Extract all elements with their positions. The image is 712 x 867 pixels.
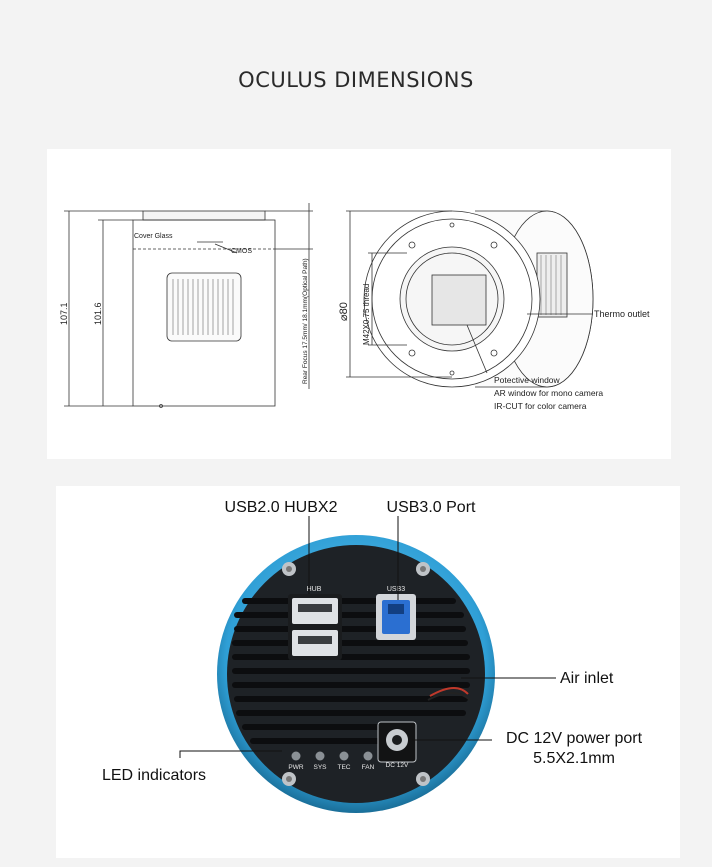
back-panel-panel <box>56 486 680 858</box>
label-cover-glass: Cover Glass <box>134 233 173 240</box>
dim-height-body: 101.6 <box>93 302 103 325</box>
port-label-dc: DC 12V <box>385 762 409 769</box>
window-note-line2: AR window for mono camera <box>494 388 604 398</box>
side-view-flange <box>143 211 265 220</box>
dim-diameter: ⌀80 <box>338 302 350 321</box>
dim-height-total: 107.1 <box>59 302 69 325</box>
callout-air-inlet: Air inlet <box>560 670 614 687</box>
label-cmos: CMOS <box>231 248 252 255</box>
dimension-drawing <box>47 149 671 459</box>
led-tec <box>340 752 349 761</box>
dim-rear-focus: Rear Focus 17.5mm/ 18.1mm(Optical Path) <box>302 258 309 384</box>
sensor-window <box>432 275 486 325</box>
label-thermo-outlet: Thermo outlet <box>594 309 650 319</box>
led-label-tec: TEC <box>337 764 351 771</box>
callout-usb2: USB2.0 HUBX2 <box>224 499 338 516</box>
back-panel-illustration <box>56 486 680 858</box>
dim-thread: M42X0.75 thread <box>362 283 371 345</box>
port-label-usb3: USB3 <box>386 586 406 593</box>
led-sys <box>316 752 325 761</box>
led-pwr <box>292 752 301 761</box>
port-label-hub: HUB <box>306 586 322 593</box>
window-note-line1: Potective window <box>494 375 560 385</box>
led-label-fan: FAN <box>361 764 375 771</box>
callout-led: LED indicators <box>101 767 207 784</box>
thermo-fins <box>537 253 567 317</box>
led-label-sys: SYS <box>313 764 327 771</box>
callout-dc-line1: DC 12V power port <box>505 730 643 747</box>
callout-dc-line2: 5.5X2.1mm <box>533 750 615 767</box>
callout-usb3: USB3.0 Port <box>386 499 476 516</box>
led-label-pwr: PWR <box>288 764 304 771</box>
dimension-drawing-panel <box>47 149 671 459</box>
led-fan <box>364 752 373 761</box>
window-note-line3: IR-CUT for color camera <box>494 401 587 411</box>
page-title: OCULUS DIMENSIONS <box>238 68 474 92</box>
